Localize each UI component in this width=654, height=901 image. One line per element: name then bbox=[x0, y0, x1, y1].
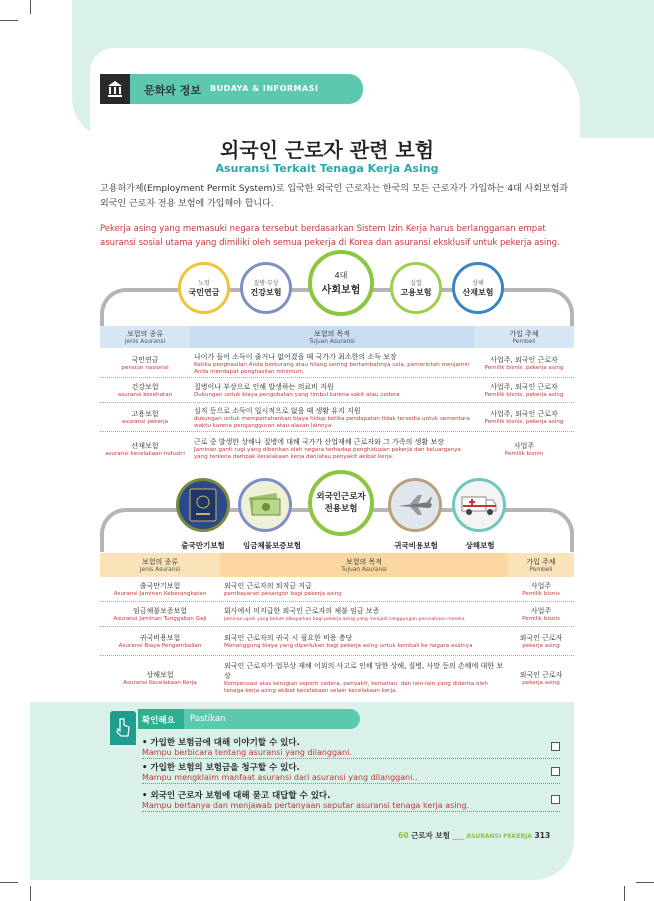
table-header-row: 보험의 종류 Jenis Asuransi 보험의 목적 Tujuan Asuransi 가입 주체 Pembeli bbox=[100, 326, 574, 348]
page-footer: 60 근로자 보험 ___ ASURANSI PEKERJA 313 bbox=[398, 831, 551, 840]
crop-mark bbox=[636, 882, 654, 883]
ambulance-icon bbox=[452, 478, 506, 532]
crop-mark bbox=[30, 886, 31, 901]
crop-mark bbox=[30, 0, 31, 14]
circle-industrial: 상해 산재보험 bbox=[452, 262, 504, 314]
intro-korean: 고용허가제(Employment Permit System)로 입국한 외국인 근로자는 한국의 모든 근로자가 가입하는 4대 사회보험과 외국인 근로자 전용 보험에 가입해야 합니다. bbox=[100, 184, 569, 209]
check-tag-indonesian: Pastikan bbox=[190, 714, 226, 724]
icon-label: 출국만기보험 bbox=[181, 541, 225, 550]
crop-mark bbox=[0, 20, 18, 21]
section-subtitle: BUDAYA & INFORMASI bbox=[210, 84, 319, 93]
passport-icon bbox=[176, 478, 230, 532]
table-row: 출국만기보험 Asuransi Jaminan Keberangkatan 외국인 근로자의 퇴직금 지급 pembayaran pesangon bagi pekerja asing 사업주 Pemilik bisnis bbox=[100, 578, 574, 602]
table-row: 고용보험 asuransi pekerja 실직 등으로 소득이 일시적으로 없을 때 생활 유지 지원 dukungan untuk mempertahankan biaya hidup ketika pendapatan tidak tersedia untuk sementara waktu karena pengangguran atau alasan lainnya 사업주, 외국인 근로자 Pemilik bisnis, pekerja asing bbox=[100, 404, 574, 432]
money-icon bbox=[238, 478, 292, 532]
table-row: 상해보험 Asuransi Kecelakaan Kerja 외국인 근로자가 업무상 재해 이외의 사고로 인해 당한 상해, 질병, 사망 등의 손해에 대한 보상 Kompensasi atas kerugian seperti cedera, penyakit, kematian, dan lain-lain yang diderita oleh tenaga kerja asing akibat kecelakaan selain kecelakaan kerja. 외국인 근로자 pekerja asing bbox=[123, 662, 563, 694]
intro-indonesian: Pekerja asing yang memasuki negara tersebut berdasarkan Sistem Izin Kerja harus berlangganan empat asuransi sosial utama yang dimiliki oleh semua pekerja di Korea dan asuransi eksklusif untuk pekerja asing. bbox=[100, 224, 560, 248]
check-tag bbox=[110, 709, 360, 729]
icon-label: 임금체불보증보험 bbox=[243, 541, 301, 550]
lesson-title-indonesian: ASURANSI PEKERJA bbox=[466, 833, 532, 840]
check-item: • 가입한 보험의 보험금을 청구할 수 있다. Mampu mengklaim manfaat asuransi dari asuransi yang dilanggani.. bbox=[142, 761, 560, 784]
checkbox[interactable] bbox=[551, 795, 560, 804]
crop-mark bbox=[0, 882, 18, 883]
building-icon bbox=[100, 74, 130, 104]
pointer-icon bbox=[110, 711, 136, 745]
airplane-icon bbox=[388, 478, 442, 532]
table-row: 건강보험 asuransi kesehatan 질병이나 부상으로 인해 발생하는 의료비 지원 Dukungan untuk biaya pengobatan yang timbul karena sakit atau cedera 사업주, 외국인 근로자 Pemilik bisnis, pekerja asing bbox=[100, 379, 574, 403]
circle-pension: 노령 국민연금 bbox=[178, 262, 230, 314]
icon-label: 상해보험 bbox=[465, 541, 495, 550]
table-row: 귀국비용보험 Asuransi Biaya Pengembalian 외국인 근로자의 귀국 시 필요한 비용 충당 Menanggung biaya yang diperlukan bagi pekerja asing untuk kembali ke negara asalnya 외국인 근로자 pekerja asing bbox=[100, 628, 574, 656]
circle-employment: 실업 고용보험 bbox=[390, 262, 442, 314]
check-item: • 가입한 보험금에 대해 이야기할 수 있다. Mampu berbicara tentang asuransi yang dilanggani. bbox=[142, 736, 560, 759]
page-title: 외국인 근로자 관련 보험 bbox=[219, 138, 435, 162]
circle-health: 질병·부상 건강보험 bbox=[240, 262, 292, 314]
check-tag-korean: 확인해요 bbox=[142, 716, 175, 726]
table-row: 국민연금 pensiun nasional 나이가 들어 소득이 줄거나 없어졌을 때 국가가 최소한의 소득 보장 Ketika penghasilan Anda berkurang atau hilang seiring bertambahnya usia, pemerintah menjamin Anda mendapat penghasilan minimum, 사업주, 외국인 근로자 Pemilik bisnis, pekerja asing bbox=[100, 350, 574, 378]
section-title: 문화와 정보 bbox=[144, 84, 201, 97]
table-header-row: 보험의 종류 Jenis Asuransi 보험의 목적 Tujuan Asuransi 가입 주체 Pembeli bbox=[100, 553, 574, 577]
table-row: 임금체불보증보험 Asuransi Jaminan Tunggakan Gaji 회사에서 미지급한 외국인 근로자의 체불 임금 보증 Jaminan upah yang belum dibayarkan bagi pekerja asing yang menjadi tanggungan perusahaan mereka 사업주 Pemilik bisnis bbox=[100, 603, 574, 627]
circle-social-center: 4대 사회보험 bbox=[308, 250, 374, 316]
circle-foreign-center: 외국인근로자 전용보험 bbox=[308, 470, 374, 536]
social-table bbox=[100, 326, 574, 466]
lesson-title-korean: 근로자 보험 bbox=[411, 831, 450, 840]
lesson-number: 60 bbox=[398, 831, 409, 840]
page-subtitle: Asuransi Terkait Tenaga Kerja Asing bbox=[215, 162, 439, 175]
foreign-table bbox=[100, 553, 574, 703]
icon-label: 귀국비용보험 bbox=[394, 541, 438, 550]
table-row: 산재보험 asuransi kecelakaan industri 근로 중 발생한 상해나 질병에 대해 국가가 산업재해 근로자와 그 가족의 생활 보장 Jaminan ganti rugi yang diberikan oleh negara terhadap penghidupan pekerja dan keluarganya yang terkena dampak kecelakaan kerja dan/atau penyakit akibat kerja. 사업주 Pemilik bisnin bbox=[105, 438, 544, 460]
checkbox[interactable] bbox=[551, 742, 560, 751]
crop-mark bbox=[624, 886, 625, 901]
check-item: • 외국인 근로자 보험에 대해 묻고 대답할 수 있다. Mampu bertanya dan menjawab pertanyaan seputar asuransi tenaga kerja asing. bbox=[142, 789, 560, 812]
page-number: 313 bbox=[534, 831, 551, 840]
checkbox[interactable] bbox=[551, 767, 560, 776]
